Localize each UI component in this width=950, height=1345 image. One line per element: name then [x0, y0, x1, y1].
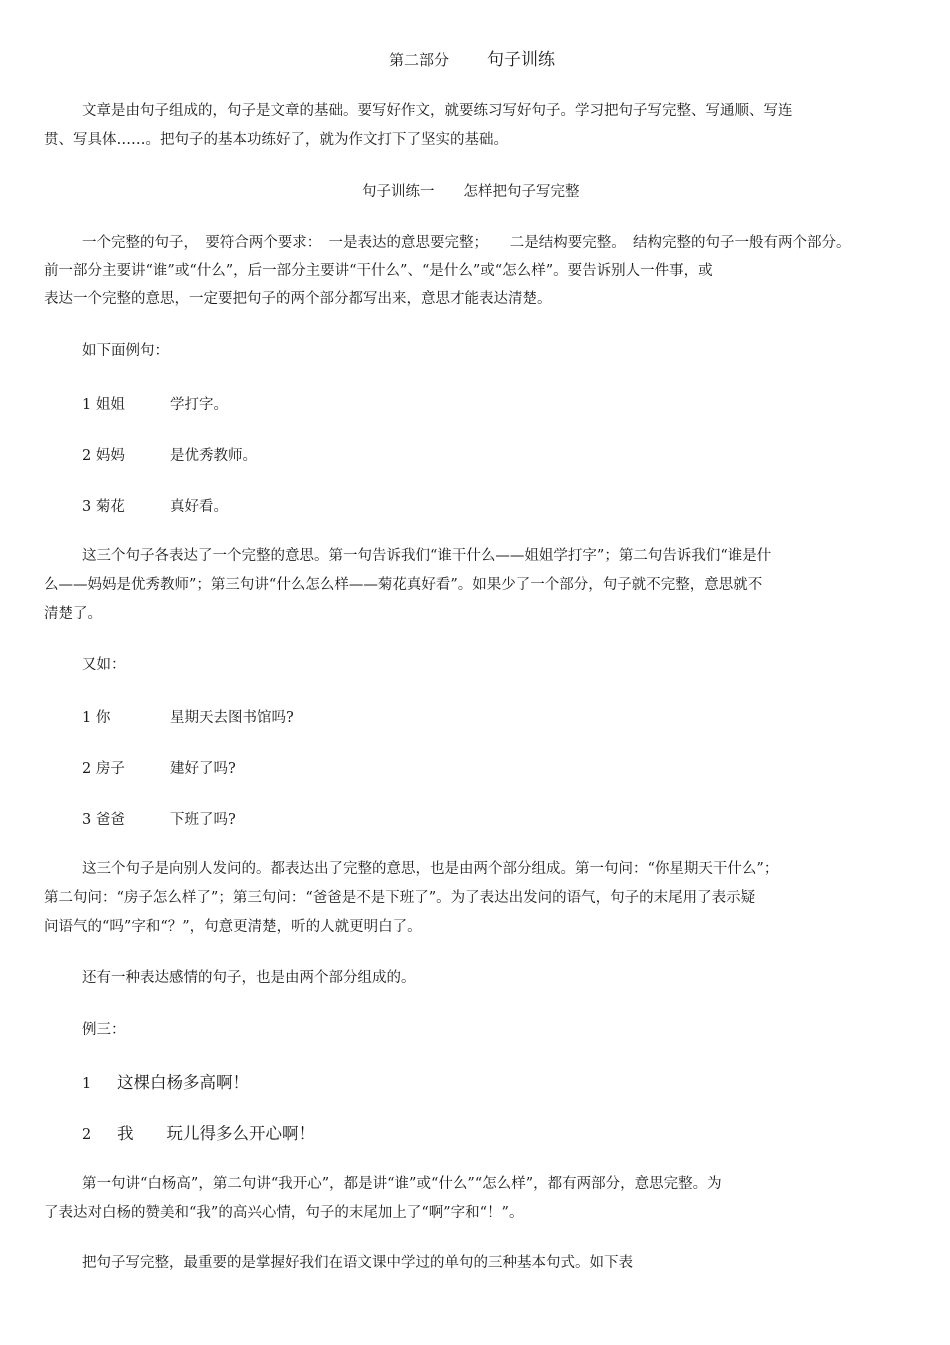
example-text: 我 玩儿得多么开心啊！: [117, 1124, 315, 1143]
intro-line-1: 文章是由句子组成的，句子是文章的基础。要写好作文，就要练习写好句子。学习把句子写完整、写通顺、写连: [82, 103, 793, 119]
example-text: 是优秀教师。: [170, 448, 257, 464]
para6: 把句子写完整，最重要的是掌握好我们在语文课中学过的单句的三种基本句式。如下表: [82, 1255, 633, 1271]
example-label: 1 你: [82, 710, 111, 726]
example-item: [82, 1075, 249, 1092]
example-text: 星期天去图书馆吗?: [170, 710, 294, 726]
para2-line-1: 这三个句子各表达了一个完整的意思。第一句告诉我们“谁干什么——姐姐学打字”；第二句告诉我们“谁是什: [82, 548, 772, 564]
para5-line-1: 第一句讲“白杨高”，第二句讲“我开心”，都是讲“谁”或“什么”“怎么样”，都有两部分，意思完整。为: [82, 1176, 722, 1192]
para3-line-2: 第二句问：“房子怎么样了”；第三句问：“爸爸是不是下班了”。为了表达出发问的语气，句子的末尾用了表示疑: [44, 890, 756, 906]
example-text: 下班了吗?: [170, 812, 236, 828]
example-item: [82, 711, 294, 726]
example-intro-2: 又如：: [82, 657, 126, 673]
example-label: 2 妈妈: [82, 448, 125, 464]
para2-line-3: 清楚了。: [44, 606, 102, 622]
para4: 还有一种表达感情的句子，也是由两个部分组成的。: [82, 970, 416, 986]
para1-line-3: 表达一个完整的意思，一定要把句子的两个部分都写出来，意思才能表达清楚。: [44, 291, 552, 307]
example-item: [82, 762, 236, 777]
example-label: 1 姐姐: [82, 397, 125, 413]
para3-line-3: 问语气的“吗”字和“？”，句意更清楚，听的人就更明白了。: [44, 919, 422, 935]
example-item: [82, 813, 236, 828]
title-part: 第二部分: [389, 51, 450, 69]
para2-line-2: 么——妈妈是优秀教师”；第三句讲“什么怎么样——菊花真好看”。如果少了一个部分，句子就不完整，意思就不: [44, 577, 763, 593]
example-text: 真好看。: [170, 499, 228, 515]
example-intro-1: 如下面例句：: [82, 343, 169, 359]
title-main: 句子训练: [487, 50, 556, 70]
example-item: [82, 500, 228, 515]
intro-line-2: 贯、写具体……。把句子的基本功练好了，就为作文打下了坚实的基础。: [44, 132, 508, 148]
para1-line-2: 前一部分主要讲“谁”或“什么”，后一部分主要讲“干什么”、“是什么”或“怎么样”。要告诉别人一件事，或: [44, 263, 713, 279]
example-label: 3 爸爸: [82, 812, 125, 828]
example-label: 2 房子: [82, 761, 125, 777]
example-label: 2: [82, 1127, 92, 1143]
page-title: [389, 52, 555, 69]
example-text: 建好了吗?: [170, 761, 236, 777]
para3-line-1: 这三个句子是向别人发问的。都表达出了完整的意思，也是由两个部分组成。第一句问：“你星期天干什么”；: [82, 861, 779, 877]
example-item: [82, 398, 228, 413]
example-intro-3: 例三：: [82, 1022, 126, 1038]
example-text: 学打字。: [170, 397, 228, 413]
para1-line-1: 一个完整的句子， 要符合两个要求： 一是表达的意思要完整； 二是结构要完整。 结构完整的句子一般有两个部分。: [82, 235, 851, 251]
example-label: 3 菊花: [82, 499, 125, 515]
section-title: 句子训练一 怎样把句子写完整: [362, 184, 580, 200]
example-item: [82, 1126, 315, 1143]
example-item: [82, 449, 257, 464]
example-label: 1: [82, 1076, 92, 1092]
para5-line-2: 了表达对白杨的赞美和“我”的高兴心情，句子的末尾加上了“啊”字和“！”。: [44, 1205, 524, 1221]
example-text: 这棵白杨多高啊！: [117, 1073, 249, 1092]
